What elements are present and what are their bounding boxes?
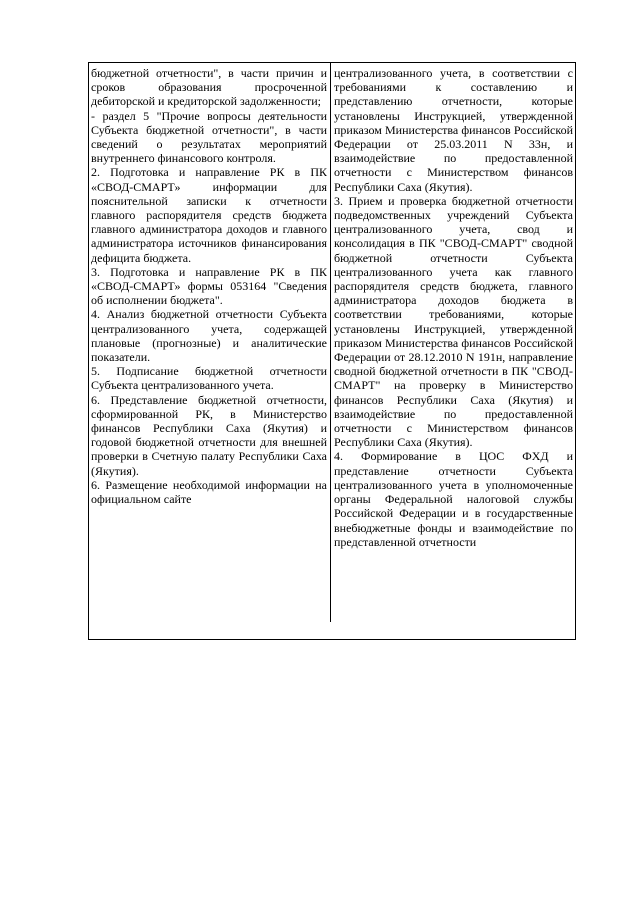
right-para-2: 3. Прием и проверка бюджетной отчетности подведомственных учреждений Субъекта централизованного учета, свод и консолидация в ПК "СВОД-СМАРТ" сводной бюджетной отчетности Субъекта централизованного учета как главного распорядителя средств бюджета, главного администратора доходов бюджета в соответствии требованиями, которые установлены Инструкцией, утвержденной приказом Министерства финансов Российской Федерации от 28.12.2010 N 191н, направление сводной бюджетной отчетности в ПК "СВОД-СМАРТ" на проверку в Министерство финансов Республики Саха (Якутия) и взаимодействие по предоставленной отчетности с Министерством финансов Республики Саха (Якутия).	[334, 193, 573, 450]
left-para-6: 5. Подписание бюджетной отчетности Субъекта централизованного учета.	[91, 364, 327, 393]
left-para-1: бюджетной отчетности", в части причин и сроков образования просроченной дебиторской и кредиторской задолженности;	[91, 66, 327, 109]
left-para-8: 6. Размещение необходимой информации на официальном сайте	[91, 477, 327, 507]
right-para-1: централизованного учета, в соответствии с требованиями к составлению и представлению отчетности, которые установлены Инструкцией, утвержденной приказом Министерства финансов Российской Федерации от 25.03.2011 N 33н, и взаимодействие по предоставленной отчетности с Министерством финансов Республики Саха (Якутия).	[334, 66, 573, 194]
left-para-4: 3. Подготовка и направление РК в ПК «СВОД-СМАРТ» формы 053164 "Сведения об исполнении бюджета".	[91, 264, 327, 308]
left-para-5: 4. Анализ бюджетной отчетности Субъекта централизованного учета, содержащей плановые (прогнозные) и аналитические показатели.	[91, 307, 327, 365]
left-para-3: 2. Подготовка и направление РК в ПК «СВОД-СМАРТ» информации для пояснительной записки к отчетности главного распорядителя средств бюджета главного администратора доходов и главного администратора источников финансирования дефицита бюджета.	[91, 165, 327, 265]
left-para-2: - раздел 5 "Прочие вопросы деятельности Субъекта бюджетной отчетности", в части сведений о результатах мероприятий внутреннего финансового контроля.	[91, 108, 327, 166]
right-column	[334, 66, 573, 549]
column-divider	[330, 62, 331, 622]
left-para-7: 6. Представление бюджетной отчетности, сформированной РК, в Министерство финансов Республики Саха (Якутия) и годовой бюджетной отчетности для внешней проверки в Счетную палату Республики Саха (Якутия).	[91, 392, 327, 478]
right-para-3: 4. Формирование в ЦОС ФХД и представление отчетности Субъекта централизованного учета в уполномоченные органы Федеральной налоговой службы Российской Федерации и в государственные внебюджетные фонды и взаимодействие по представленной отчетности	[334, 449, 573, 549]
left-column	[91, 66, 327, 506]
